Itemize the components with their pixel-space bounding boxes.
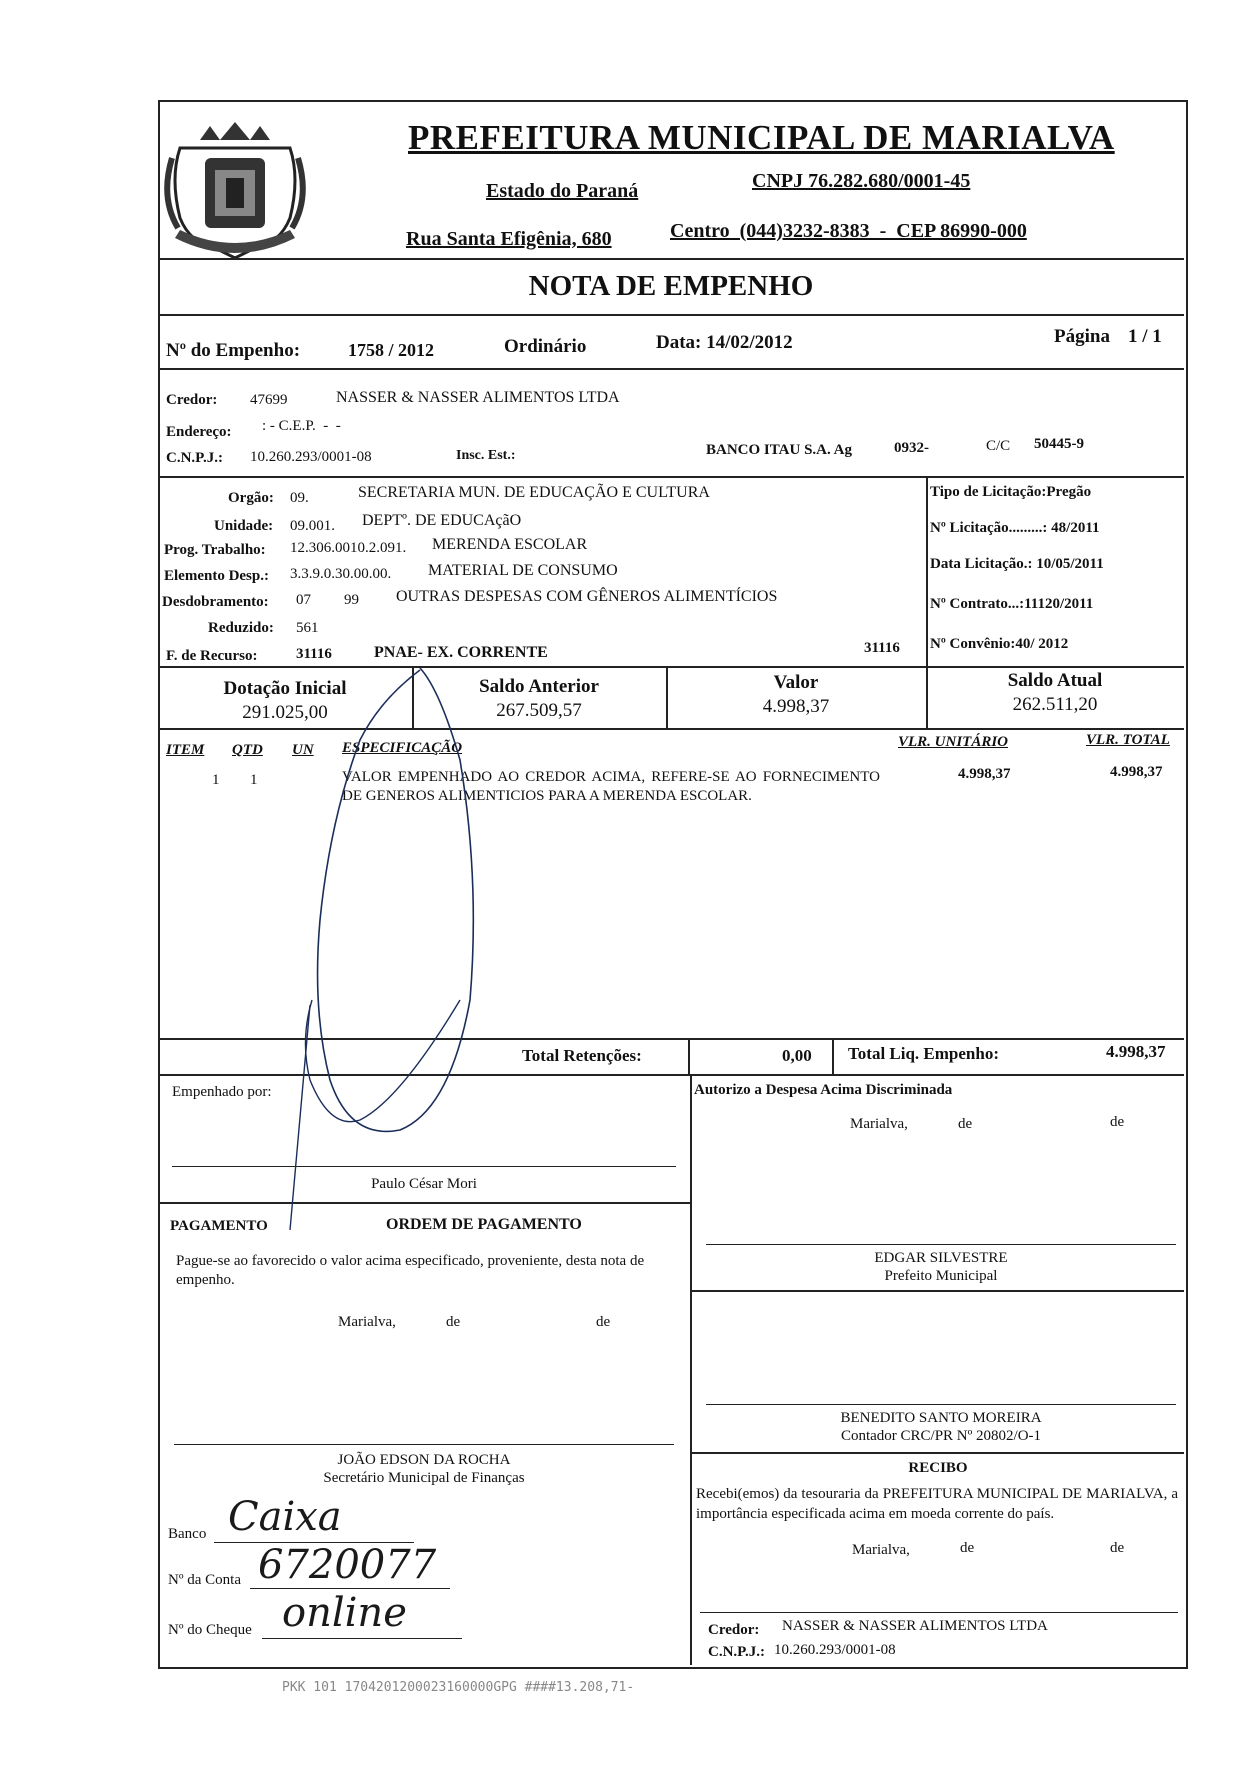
saldo-anterior-value: 267.509,57 xyxy=(496,700,582,721)
conta-line xyxy=(250,1588,450,1589)
divider xyxy=(690,1074,692,1665)
pagamento-label: PAGAMENTO xyxy=(170,1218,268,1234)
col-vlr-unitario: VLR. UNITÁRIO xyxy=(898,734,1009,750)
recurso-code: 31116 xyxy=(296,646,332,662)
header-title: PREFEITURA MUNICIPAL DE MARIALVA xyxy=(408,118,1115,157)
account-number: 50445-9 xyxy=(1034,436,1084,452)
credor-name: NASSER & NASSER ALIMENTOS LTDA xyxy=(336,389,620,406)
recibo-de1: de xyxy=(960,1540,975,1556)
divider xyxy=(158,728,1184,730)
divider xyxy=(688,1038,690,1074)
convenio-number: Nº Convênio:40/ 2012 xyxy=(930,636,1069,652)
pagamento-de2: de xyxy=(596,1314,611,1330)
contador-name: BENEDITO SANTO MOREIRA xyxy=(840,1410,1042,1426)
unidade-name: DEPTº. DE EDUCAçãO xyxy=(362,512,522,529)
dotacao-inicial-value: 291.025,00 xyxy=(242,702,328,723)
divider xyxy=(690,1290,1184,1292)
conta-label: Nº da Conta xyxy=(168,1572,241,1588)
prog-label: Prog. Trabalho: xyxy=(164,542,266,558)
divider xyxy=(926,476,928,666)
recibo-cnpj: 10.260.293/0001-08 xyxy=(774,1642,896,1658)
recibo-text: Recebi(emos) da tesouraria da PREFEITURA MUNICIPAL DE MARIALVA, a importância especificada acima em moeda corrente do país. xyxy=(696,1486,1178,1522)
header-street: Rua Santa Efigênia, 680 xyxy=(406,228,612,250)
signature-line xyxy=(706,1244,1176,1245)
divider xyxy=(158,666,1184,668)
col-item: ITEM xyxy=(166,742,205,758)
saldo-atual-value: 262.511,20 xyxy=(1012,694,1098,715)
orgao-name: SECRETARIA MUN. DE EDUCAÇÃO E CULTURA xyxy=(358,484,710,501)
banco-label: Banco xyxy=(168,1526,207,1542)
signature-line xyxy=(174,1444,674,1445)
pagamento-de1: de xyxy=(446,1314,461,1330)
prefeito-name: EDGAR SILVESTRE xyxy=(874,1250,1008,1266)
signature-line xyxy=(706,1404,1176,1405)
autorizo-label: Autorizo a Despesa Acima Discriminada xyxy=(694,1082,953,1098)
empenho-type: Ordinário xyxy=(504,336,587,357)
conta-handwritten: 6720077 xyxy=(258,1542,437,1588)
saldo-anterior-label: Saldo Anterior xyxy=(479,676,599,697)
elemento-name: MATERIAL DE CONSUMO xyxy=(428,562,618,579)
item-number: 1 xyxy=(212,772,220,788)
divider xyxy=(158,314,1184,316)
signature-line xyxy=(700,1612,1178,1613)
total-retencoes-label: Total Retenções: xyxy=(522,1046,642,1065)
header-address: Centro (044)3232-8383 - CEP 86990-000 xyxy=(670,220,1027,242)
col-un: UN xyxy=(292,742,314,758)
cheque-line xyxy=(262,1638,462,1639)
empenhado-por-name: Paulo César Mori xyxy=(371,1176,477,1192)
empenho-number-label: Nº do Empenho: xyxy=(166,340,301,361)
header-cnpj: CNPJ 76.282.680/0001-45 xyxy=(752,170,971,192)
elemento-label: Elemento Desp.: xyxy=(164,568,269,584)
item-vlr-unitario: 4.998,37 xyxy=(958,766,1011,782)
recibo-cnpj-label: C.N.P.J.: xyxy=(708,1644,765,1660)
recurso-label: F. de Recurso: xyxy=(166,648,258,664)
crest-icon xyxy=(160,118,310,270)
reduzido-label: Reduzido: xyxy=(208,620,274,636)
insc-est-label: Insc. Est.: xyxy=(456,448,516,463)
empenho-number: 1758 / 2012 xyxy=(348,340,435,360)
autorizo-de2: de xyxy=(1110,1114,1125,1130)
item-vlr-total: 4.998,37 xyxy=(1110,764,1163,780)
recibo-local: Marialva, xyxy=(852,1542,910,1558)
pagamento-text: Pague-se ao favorecido o valor acima especificado, proveniente, desta nota de empenho. xyxy=(176,1253,645,1288)
total-retencoes-value: 0,00 xyxy=(782,1046,812,1065)
desdobramento-code2: 99 xyxy=(344,592,359,608)
recibo-title: RECIBO xyxy=(908,1460,968,1476)
recibo-credor-name: NASSER & NASSER ALIMENTOS LTDA xyxy=(782,1618,1048,1634)
document-title: NOTA DE EMPENHO xyxy=(528,270,814,302)
col-vlr-total: VLR. TOTAL xyxy=(1086,732,1170,748)
orgao-label: Orgão: xyxy=(228,490,274,506)
footer-code: PKK 101 1704201200023160000GPG ####13.208,71- xyxy=(282,1680,635,1695)
cheque-handwritten: online xyxy=(282,1590,407,1636)
prefeito-cargo: Prefeito Municipal xyxy=(884,1268,998,1284)
valor-label: Valor xyxy=(773,672,819,693)
total-liquido-value: 4.998,37 xyxy=(1106,1042,1166,1061)
item-especificacao: VALOR EMPENHADO AO CREDOR ACIMA, REFERE-SE AO FORNECIMENTO DE GENEROS ALIMENTICIOS PARA A MERENDA ESCOLAR. xyxy=(342,769,880,804)
signature-line xyxy=(172,1166,676,1167)
divider xyxy=(158,368,1184,370)
dotacao-inicial-label: Dotação Inicial xyxy=(223,678,347,699)
reduzido-value: 561 xyxy=(296,620,319,636)
municipal-crest-logo xyxy=(160,118,310,270)
desdobramento-label: Desdobramento: xyxy=(162,594,269,610)
divider xyxy=(158,1074,1184,1076)
credor-cnpj-label: C.N.P.J.: xyxy=(166,450,223,466)
cheque-label: Nº do Cheque xyxy=(168,1622,252,1638)
account-label: C/C xyxy=(986,438,1011,454)
bank-name: BANCO ITAU S.A. Ag xyxy=(706,442,852,458)
desdobramento-code1: 07 xyxy=(296,592,311,608)
divider xyxy=(158,476,1184,478)
divider xyxy=(832,1038,834,1074)
licitacao-number: Nº Licitação.........: 48/2011 xyxy=(930,520,1100,536)
credor-label: Credor: xyxy=(166,392,218,408)
divider xyxy=(158,1202,690,1204)
col-especificacao: ESPECIFICAÇÃO xyxy=(342,740,463,756)
address-label: Endereço: xyxy=(166,424,232,440)
recurso-code2: 31116 xyxy=(864,640,900,656)
credor-cnpj: 10.260.293/0001-08 xyxy=(250,449,372,465)
elemento-code: 3.3.9.0.30.00.00. xyxy=(290,566,392,582)
item-qtd: 1 xyxy=(250,772,258,788)
desdobramento-name: OUTRAS DESPESAS COM GÊNEROS ALIMENTÍCIOS xyxy=(396,588,778,605)
valor-value: 4.998,37 xyxy=(762,696,830,717)
divider xyxy=(158,258,1184,260)
licitacao-type: Tipo de Licitação:Pregão xyxy=(930,484,1092,500)
unidade-code: 09.001. xyxy=(290,518,335,534)
secretario-cargo: Secretário Municipal de Finanças xyxy=(323,1470,525,1486)
total-liquido-label: Total Liq. Empenho: xyxy=(848,1044,999,1063)
header-state: Estado do Paraná xyxy=(486,180,639,202)
saldo-atual-label: Saldo Atual xyxy=(1007,670,1103,691)
pagamento-local: Marialva, xyxy=(338,1314,396,1330)
ordem-pagamento-title: ORDEM DE PAGAMENTO xyxy=(386,1216,582,1233)
prog-code: 12.306.0010.2.091. xyxy=(290,540,407,556)
divider xyxy=(690,1452,1184,1454)
page-label: Página xyxy=(1054,326,1110,347)
credor-code: 47699 xyxy=(250,392,288,408)
autorizo-de1: de xyxy=(958,1116,973,1132)
unidade-label: Unidade: xyxy=(214,518,274,534)
recurso-name: PNAE- EX. CORRENTE xyxy=(374,644,548,661)
orgao-code: 09. xyxy=(290,490,309,506)
address-value: : - C.E.P. - - xyxy=(262,418,341,434)
bank-agency: 0932- xyxy=(894,440,929,456)
prog-name: MERENDA ESCOLAR xyxy=(432,536,588,553)
divider xyxy=(158,1038,1184,1040)
autorizo-local: Marialva, xyxy=(850,1116,908,1132)
licitacao-date: Data Licitação.: 10/05/2011 xyxy=(930,556,1104,572)
empenho-date: Data: 14/02/2012 xyxy=(656,332,793,353)
recibo-de2: de xyxy=(1110,1540,1125,1556)
banco-handwritten: Caixa xyxy=(228,1494,342,1540)
secretario-name: JOÃO EDSON DA ROCHA xyxy=(337,1452,511,1468)
recibo-credor-label: Credor: xyxy=(708,1622,760,1638)
empenhado-por-label: Empenhado por: xyxy=(172,1084,272,1100)
page-number: 1 / 1 xyxy=(1128,326,1162,347)
col-qtd: QTD xyxy=(232,742,263,758)
contrato-number: Nº Contrato...:11120/2011 xyxy=(930,596,1094,612)
contador-cargo: Contador CRC/PR Nº 20802/O-1 xyxy=(840,1428,1042,1444)
